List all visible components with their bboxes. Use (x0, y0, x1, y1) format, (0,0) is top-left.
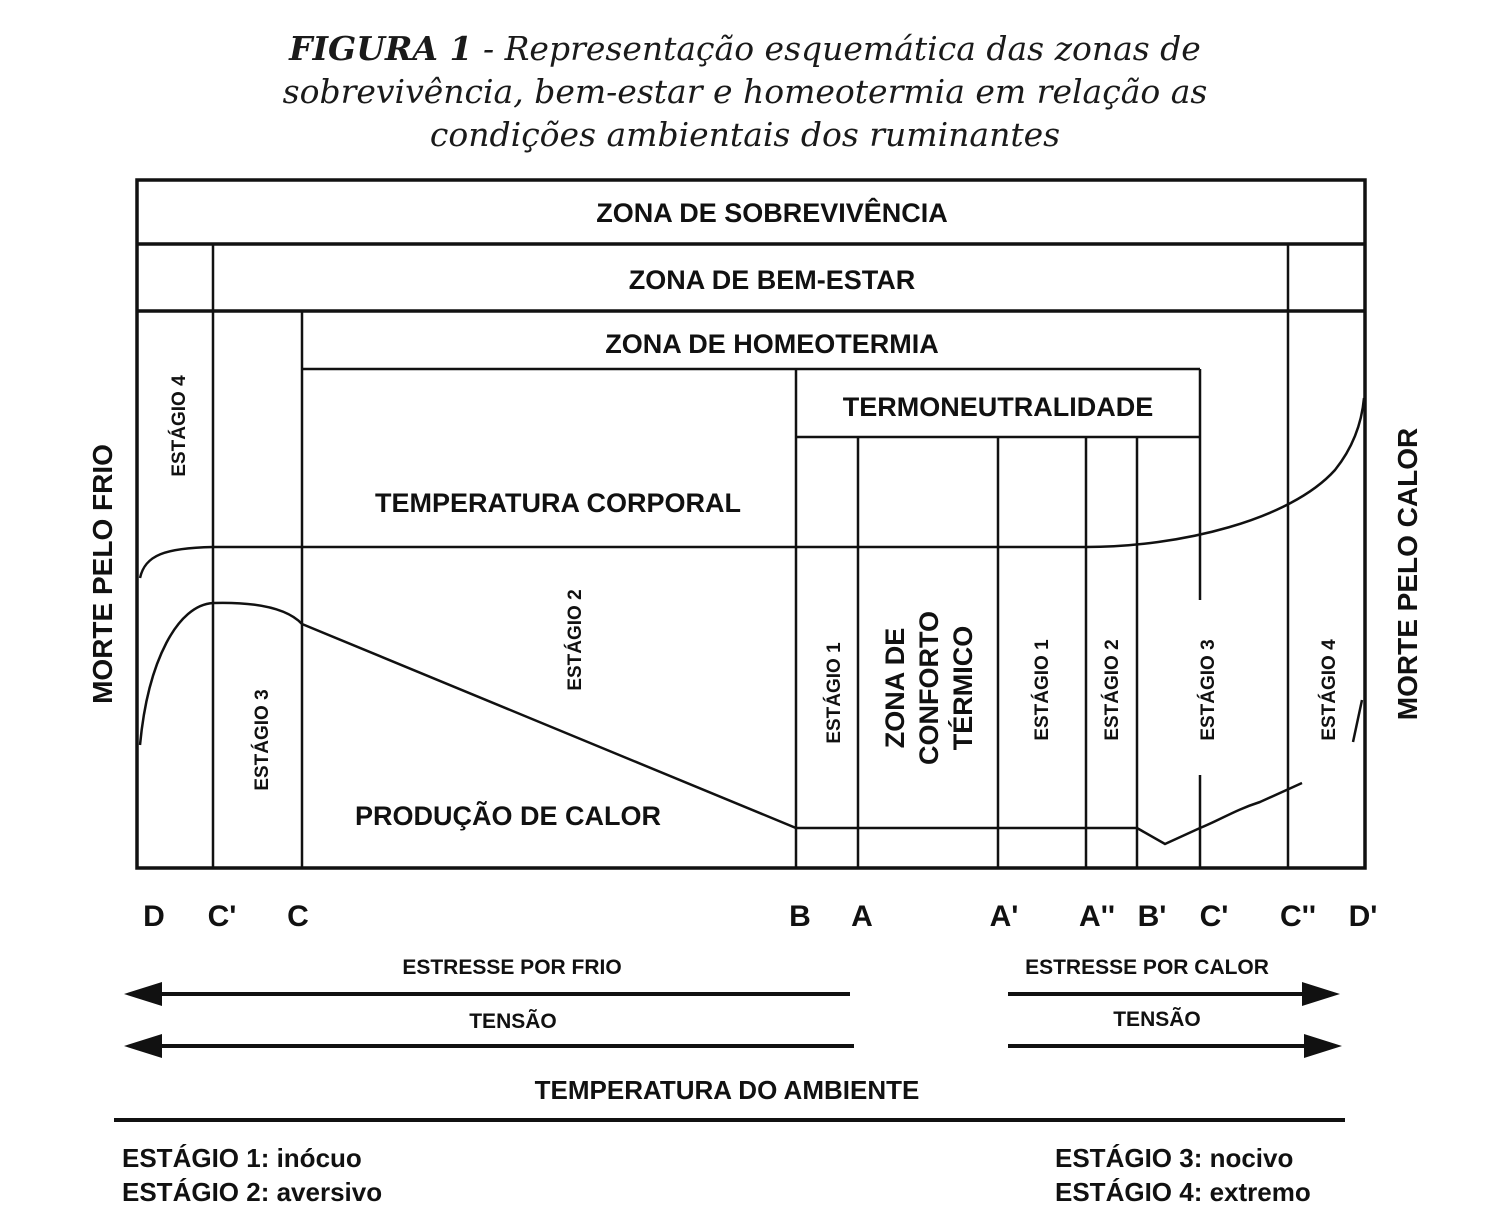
zone-bem-estar-label: ZONA DE BEM-ESTAR (628, 265, 916, 295)
axis-point-c-prime-right: C' (1199, 900, 1229, 933)
legend-stage-3: ESTÁGIO 3: nocivo (1055, 1143, 1294, 1173)
stage-left-1: ESTÁGIO 1 (824, 642, 845, 744)
comfort-zone-line-2: CONFORTO (914, 611, 944, 765)
body-temperature-curve (140, 398, 1364, 578)
stage-right-1: ESTÁGIO 1 (1032, 639, 1053, 741)
legend-stage-4: ESTÁGIO 4: extremo (1055, 1177, 1311, 1207)
axis-point-d-prime: D' (1348, 900, 1378, 933)
axis-point-d: D (143, 900, 165, 933)
caption-label: FIGURA 1 (289, 29, 473, 68)
death-by-heat-label: MORTE PELO CALOR (1392, 427, 1423, 721)
heat-stress-label: ESTRESSE POR CALOR (1025, 956, 1269, 979)
axis-point-a-prime: A' (989, 900, 1019, 933)
caption-title: - Representação esquemática das zonas de (472, 29, 1201, 68)
zone-homeotermia-label: ZONA DE HOMEOTERMIA (605, 329, 939, 359)
stage-right-4: ESTÁGIO 4 (1319, 639, 1340, 741)
heat-stress-arrowhead (1302, 982, 1340, 1006)
axis-point-c-double-prime: C'' (1280, 900, 1316, 933)
heat-production-label: PRODUÇÃO DE CALOR (354, 801, 662, 831)
axis-point-c: C (287, 900, 309, 933)
stage-right-3: ESTÁGIO 3 (1198, 639, 1219, 741)
tension-right-label: TENSÃO (1113, 1008, 1201, 1031)
axis-point-b: B (789, 900, 811, 933)
legend-stage-2: ESTÁGIO 2: aversivo (122, 1177, 383, 1207)
zone-sobrevivencia-label: ZONA DE SOBREVIVÊNCIA (596, 198, 948, 228)
caption-line-2: sobrevivência, bem-estar e homeotermia em relação as (282, 72, 1208, 111)
tension-right-arrowhead (1304, 1034, 1342, 1058)
termoneutralidade-label: TERMONEUTRALIDADE (842, 392, 1154, 422)
stage-left-2: ESTÁGIO 2 (565, 589, 586, 691)
legend-stage-1: ESTÁGIO 1: inócuo (122, 1143, 362, 1173)
cold-stress-arrowhead (124, 982, 162, 1006)
heat-production-tail (1353, 700, 1362, 742)
comfort-zone-line-3: TÉRMICO (948, 625, 978, 751)
comfort-zone-line-1: ZONA DE (880, 627, 910, 749)
heat-production-curve (140, 603, 1302, 844)
axis-point-a: A (851, 900, 873, 933)
tension-left-arrowhead (124, 1034, 162, 1058)
axis-point-b-prime: B' (1137, 900, 1167, 933)
caption-line-3: condições ambientais dos ruminantes (429, 115, 1061, 154)
stage-left-3: ESTÁGIO 3 (252, 689, 273, 791)
death-by-cold-label: MORTE PELO FRIO (87, 444, 118, 704)
axis-points (143, 900, 1377, 933)
caption-line-1 (288, 29, 1201, 68)
ambient-temperature-label: TEMPERATURA DO AMBIENTE (534, 1075, 920, 1105)
body-temperature-label: TEMPERATURA CORPORAL (375, 488, 741, 518)
stage-right-2: ESTÁGIO 2 (1102, 639, 1123, 741)
axis-point-c-prime: C' (207, 900, 237, 933)
axis-point-a-double-prime: A'' (1079, 900, 1115, 933)
cold-stress-label: ESTRESSE POR FRIO (402, 956, 622, 979)
tension-left-label: TENSÃO (469, 1010, 557, 1033)
stage-left-4: ESTÁGIO 4 (169, 375, 190, 477)
